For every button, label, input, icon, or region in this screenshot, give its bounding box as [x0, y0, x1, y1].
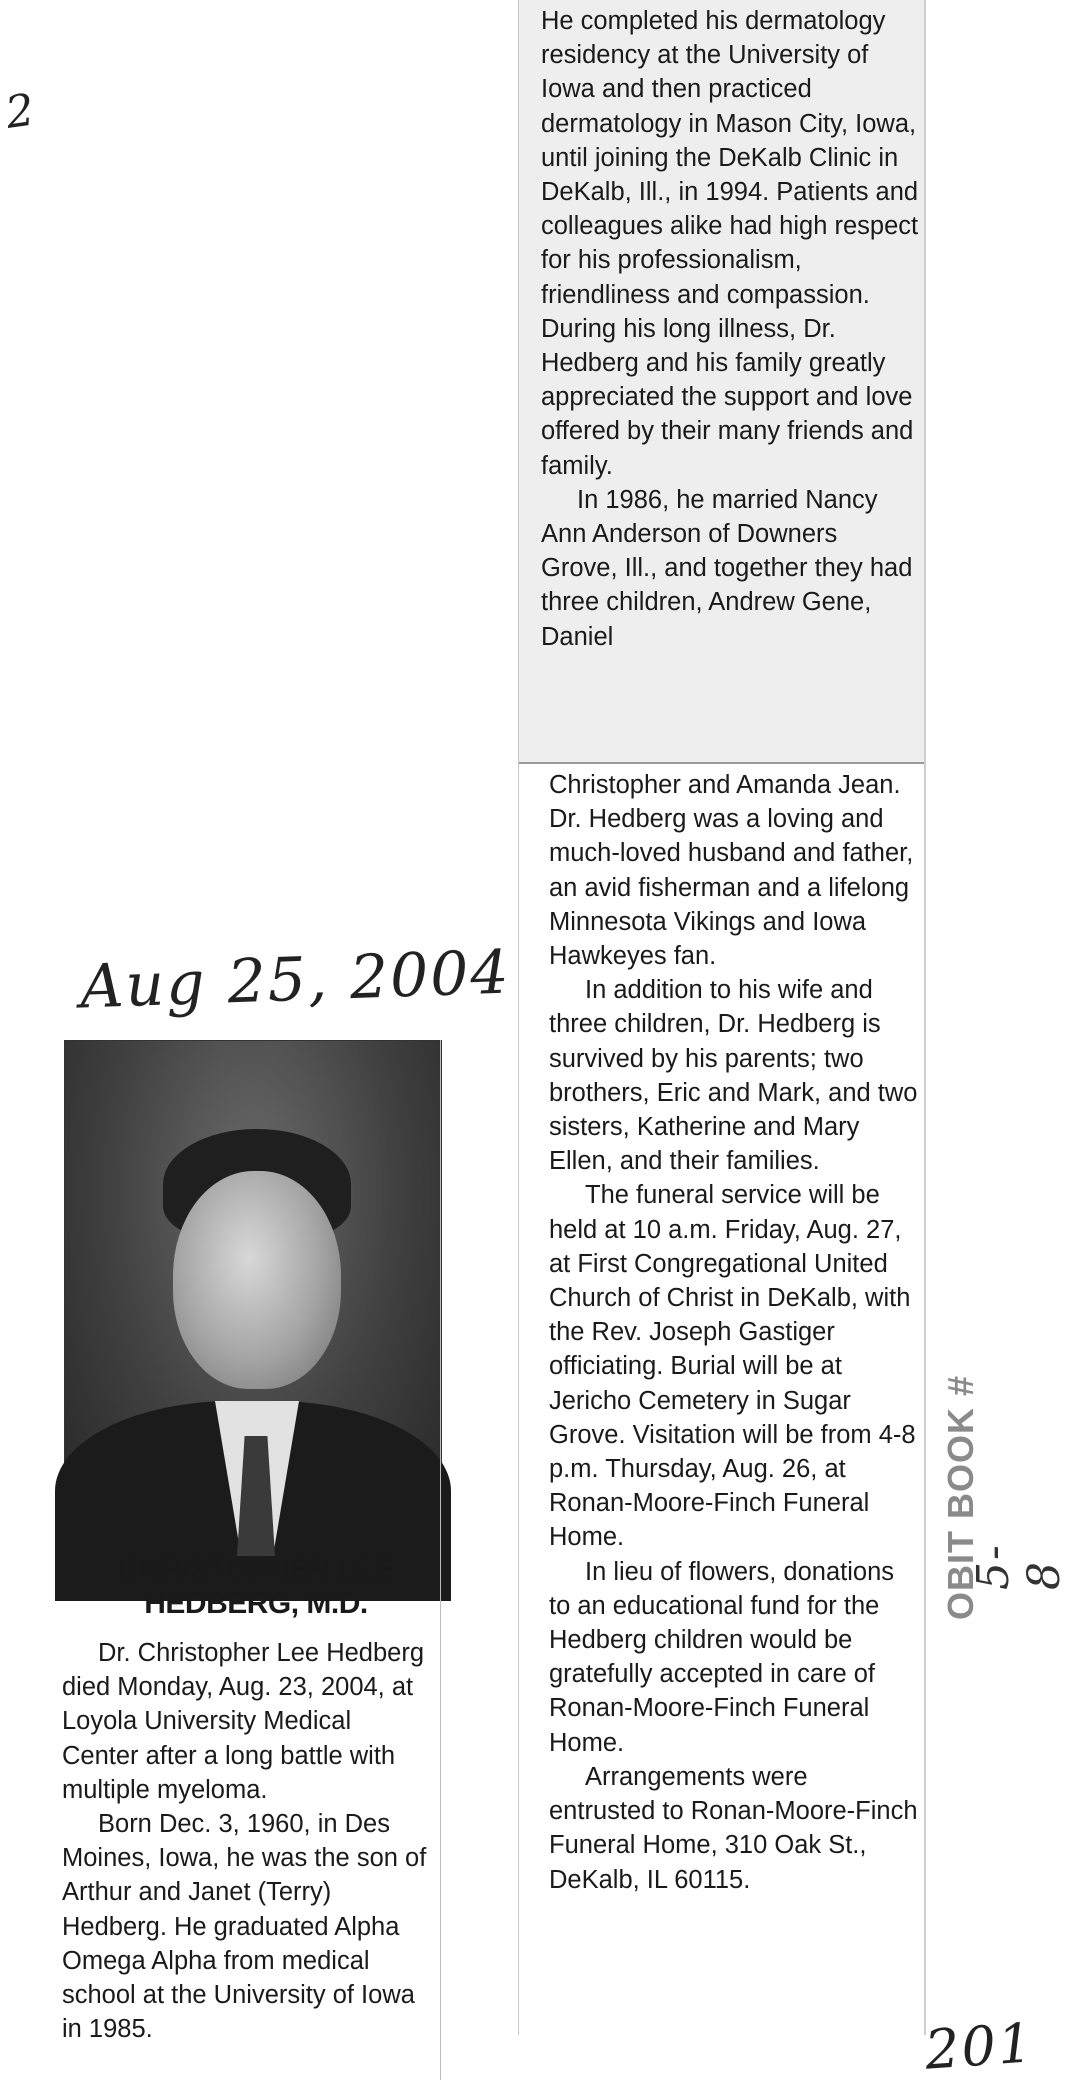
handwritten-date: Aug 25, 2004: [78, 937, 512, 1023]
right-column-top-section: [519, 0, 924, 762]
right-bottom-paragraph-3: The funeral service will be held at 10 a.m. Friday, Aug. 27, at First Congregational United Church of Christ in DeKalb, with the Rev. Joseph Gastiger officiating. Burial will be at Jericho Cemetery in Sugar Grove. Visitation will be from 4-8 p.m. Thursday, Aug. 26, at Ronan-Moore-Finch Funeral Home.: [549, 1181, 916, 1552]
right-bottom-paragraph-2: In addition to his wife and three children, Dr. Hedberg is survived by his parents; two brothers, Eric and Mark, and two sisters, Katherine and Mary Ellen, and their families.: [549, 976, 918, 1176]
portrait-photo: [64, 1040, 442, 1542]
heading-line-1: CHRISTOPHER LEE: [117, 1553, 395, 1586]
right-bottom-text: [549, 768, 919, 1897]
obituary-heading: [56, 1553, 456, 1621]
right-column-clipping: [518, 0, 926, 2035]
right-bottom-paragraph-4: In lieu of flowers, donations to an educational fund for the Hedberg children would be gratefully accepted in care of Ronan-Moore-Finch Funeral Home.: [549, 1557, 895, 1757]
right-top-text: [541, 4, 919, 654]
obit-book-stamp: OBIT BOOK #: [940, 1374, 981, 1620]
right-bottom-paragraph-1: Christopher and Amanda Jean. Dr. Hedberg was a loving and much-loved husband and father, an avid fisherman and a lifelong Minnesota Vikings and Iowa Hawkeyes fan.: [549, 771, 914, 971]
right-top-paragraph-2: In 1986, he married Nancy Ann Anderson of Downers Grove, Ill., and together they had three children, Andrew Gene, Daniel: [541, 485, 913, 651]
handwritten-page-number: 201: [922, 2011, 1037, 2082]
left-column-edge: [440, 1040, 441, 2080]
clipping-cut-line: [519, 762, 924, 764]
photo-face: [173, 1171, 341, 1389]
right-bottom-paragraph-5: Arrangements were entrusted to Ronan-Moore-Finch Funeral Home, 310 Oak St., DeKalb, IL 60115.: [549, 1762, 918, 1894]
left-text: [62, 1636, 432, 2046]
heading-line-2: HEDBERG, M.D.: [144, 1587, 368, 1620]
handwritten-corner-mark: 2: [2, 84, 40, 139]
left-paragraph-2: Born Dec. 3, 1960, in Des Moines, Iowa, he was the son of Arthur and Janet (Terry) Hedberg. He graduated Alpha Omega Alpha from medical school at the University of Iowa in 1985.: [62, 1810, 427, 2044]
right-top-paragraph-1: He completed his dermatology residency at the University of Iowa and then practiced dermatology in Mason City, Iowa, until joining the DeKalb Clinic in DeKalb, Ill., in 1994. Patients and colleagues alike had high respect for his professionalism, friendliness and compassion. During his long illness, Dr. Hedberg and his family greatly appreciated the support and love offered by their many friends and family.: [541, 7, 919, 480]
left-paragraph-1: Dr. Christopher Lee Hedberg died Monday, Aug. 23, 2004, at Loyola University Medical Center after a long battle with multiple myeloma.: [62, 1639, 425, 1804]
handwritten-stamp-number: 5-8: [968, 1543, 1070, 1590]
